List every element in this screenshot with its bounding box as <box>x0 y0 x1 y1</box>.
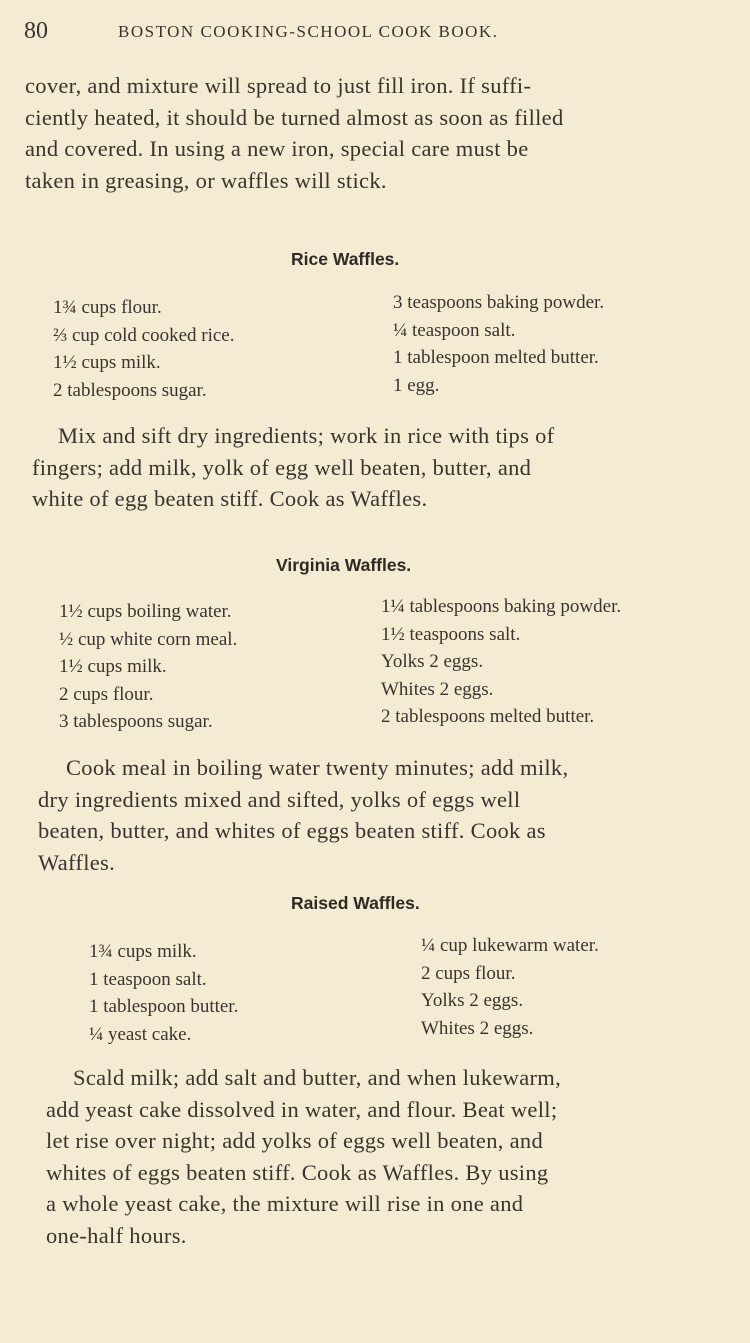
ingredient-item: 2 tablespoons melted butter. <box>381 706 595 727</box>
recipe-title-rice-waffles: Rice Waffles. <box>291 249 400 269</box>
ingredient-item: 1½ teaspoons salt. <box>381 623 521 645</box>
ingredients-left-rice-waffles <box>53 294 234 404</box>
ingredient-item: 1½ cups boiling water. <box>59 601 232 622</box>
text-line: Scald milk; add salt and butter, and when lukewarm, <box>73 1065 562 1090</box>
ingredient-item: 1 tablespoon melted butter. <box>393 347 599 368</box>
recipe-title-virginia-waffles: Virginia Waffles. <box>276 555 412 575</box>
text-line: Mix and sift dry ingredients; work in rice with tips of <box>58 423 555 448</box>
text-line: whites of eggs beaten stiff. Cook as Waffles. By using <box>46 1159 549 1185</box>
intro-paragraph <box>25 70 725 196</box>
text-line: white of egg beaten stiff. Cook as Waffles. <box>32 486 428 511</box>
ingredients-right-virginia-waffles <box>381 593 621 731</box>
text-line: and covered. In using a new iron, special care must be <box>25 136 529 161</box>
ingredient-item: Whites 2 eggs. <box>421 1017 534 1039</box>
text-line: taken in greasing, or waffles will stick. <box>25 167 387 193</box>
running-title: BOSTON COOKING-SCHOOL COOK BOOK. <box>118 22 499 41</box>
recipe-title-raised-waffles: Raised Waffles. <box>291 893 420 913</box>
ingredients-right-raised-waffles <box>421 932 599 1042</box>
ingredient-item: ¼ cup lukewarm water. <box>421 935 599 956</box>
directions-rice-waffles <box>32 420 728 515</box>
page-header <box>24 18 724 48</box>
ingredient-item: 1 egg. <box>393 374 440 396</box>
text-line: beaten, butter, and whites of eggs beaten stiff. Cook as <box>38 818 546 843</box>
ingredient-item: Yolks 2 eggs. <box>381 651 484 672</box>
text-line: cover, and mixture will spread to just fill iron. If suffi- <box>25 73 532 98</box>
ingredient-item: 1¾ cups flour. <box>53 297 162 318</box>
directions-virginia-waffles <box>38 752 736 878</box>
ingredient-item: 3 teaspoons baking powder. <box>393 292 605 313</box>
ingredient-item: 2 cups flour. <box>421 962 516 984</box>
ingredient-item: 1¼ tablespoons baking powder. <box>381 596 622 617</box>
text-line: Waffles. <box>38 849 116 875</box>
text-line: let rise over night; add yolks of eggs well beaten, and <box>46 1128 543 1153</box>
ingredient-item: ¼ yeast cake. <box>89 1023 192 1045</box>
ingredient-item: ½ cup white corn meal. <box>59 628 238 650</box>
ingredient-item: 1½ cups milk. <box>53 352 161 373</box>
page-number: 80 <box>24 18 48 44</box>
ingredient-item: Whites 2 eggs. <box>381 678 494 700</box>
text-line: add yeast cake dissolved in water, and flour. Beat well; <box>46 1096 558 1122</box>
text-line: fingers; add milk, yolk of egg well beaten, butter, and <box>32 454 532 480</box>
text-line: Cook meal in boiling water twenty minutes; add milk, <box>66 755 569 780</box>
text-line: dry ingredients mixed and sifted, yolks of eggs well <box>38 786 521 812</box>
ingredient-item: 2 cups flour. <box>59 683 154 705</box>
ingredient-item: ⅔ cup cold cooked rice. <box>53 324 235 346</box>
ingredient-item: 1¾ cups milk. <box>89 941 197 962</box>
ingredient-item: 1½ cups milk. <box>59 656 167 677</box>
ingredient-item: 3 tablespoons sugar. <box>59 711 213 732</box>
text-line: ciently heated, it should be turned almost as soon as filled <box>25 104 564 130</box>
ingredients-left-virginia-waffles <box>59 598 237 736</box>
ingredients-right-rice-waffles <box>393 289 604 399</box>
ingredients-left-raised-waffles <box>89 938 238 1048</box>
directions-raised-waffles <box>46 1062 733 1251</box>
ingredient-item: 1 tablespoon butter. <box>89 996 239 1017</box>
ingredient-item: Yolks 2 eggs. <box>421 990 524 1011</box>
ingredient-item: 1 teaspoon salt. <box>89 968 207 990</box>
ingredient-item: ¼ teaspoon salt. <box>393 319 516 341</box>
text-line: a whole yeast cake, the mixture will rise in one and <box>46 1191 524 1216</box>
text-line: one-half hours. <box>46 1222 187 1248</box>
ingredient-item: 2 tablespoons sugar. <box>53 379 207 401</box>
